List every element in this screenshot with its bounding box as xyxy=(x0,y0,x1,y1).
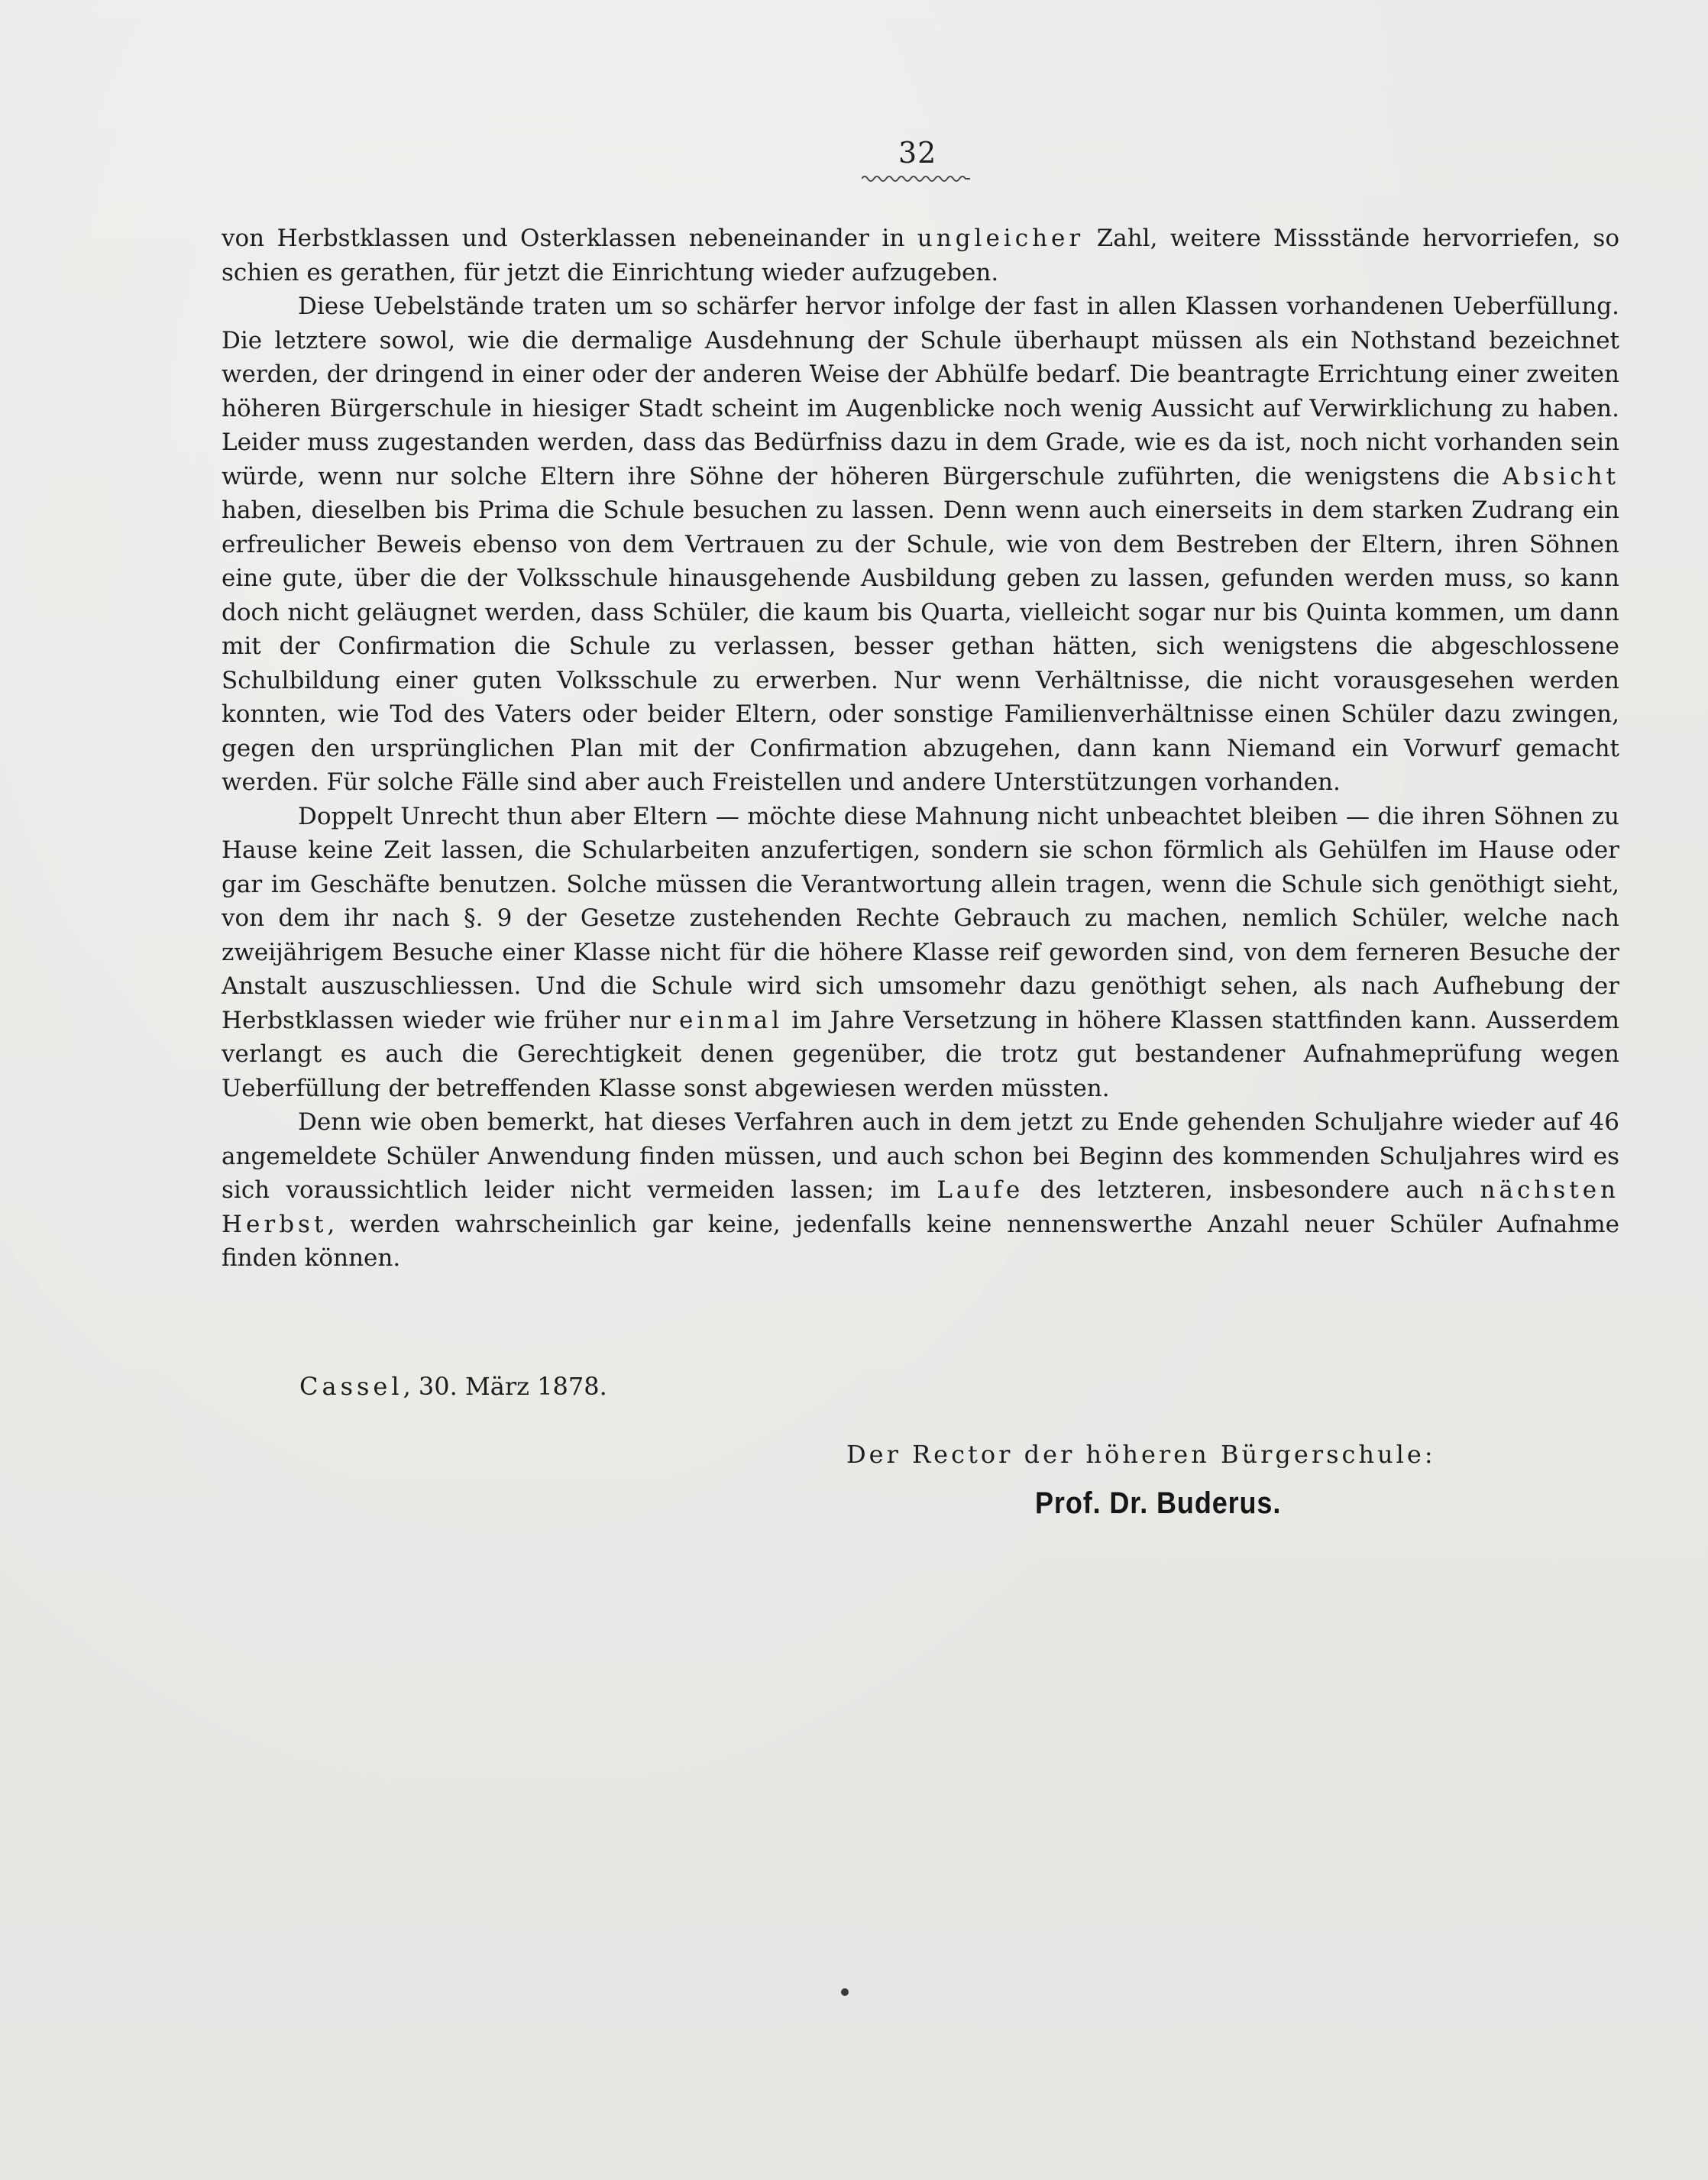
emphasis-text: Laufe xyxy=(936,1176,1024,1204)
signature-title: Der Rector der höheren Bürgerschule: xyxy=(846,1440,1436,1469)
date-text: 30. März 1878. xyxy=(418,1372,607,1401)
paragraph-text: Doppelt Unrecht thun aber Eltern — möchte diese Mahnung nicht unbeachtet bleiben — die ihren Söhnen zu Hause keine Zeit lassen, die Schularbeiten anzufertigen, sondern sie schon förmlich als Gehülfen im Hause oder gar im Geschäfte benutzen. Solche müssen die Verantwortung allein tragen, wenn die Schule sich genöthigt sieht, von dem ihr nach §. 9 der Gesetze zustehenden Rechte Gebrauch zu machen, nemlich Schüler, welche nach zweijährigem Besuche einer Klasse nicht für die höhere Klasse reif geworden sind, von dem ferneren Besuche der Anstalt auszuschliessen. Und die Schule wird sich umsomehr dazu genöthigt sehen, als nach Aufhebung der Herbstklassen wieder wie früher nur xyxy=(222,802,1619,1034)
place-name: Cassel xyxy=(299,1372,403,1401)
paragraph-text: von Herbstklassen und Osterklassen nebeneinander in xyxy=(222,225,917,252)
page-number-ornament xyxy=(862,174,970,183)
paragraph-2 xyxy=(222,289,1619,800)
paragraph-1 xyxy=(222,222,1619,289)
signature-name: Prof. Dr. Buderus. xyxy=(1035,1486,1282,1520)
emphasis-text: ungleicher xyxy=(917,225,1085,252)
paragraph-text: im Jahre Versetzung in höhere Klassen stattfinden kann. Ausserdem verlangt es auch die Gerechtigkeit denen gegenüber, die trotz gut bestandener Aufnahmeprüfung wegen Ueberfüllung der betreffenden Klasse sonst abgewiesen werden müssten. xyxy=(222,1006,1619,1102)
body-text xyxy=(222,222,1619,1276)
page-number: 32 xyxy=(898,136,937,170)
emphasis-text: nächsten Herbst xyxy=(222,1176,1619,1238)
paragraph-text: Denn wie oben bemerkt, hat dieses Verfahren auch in dem jetzt zu Ende gehenden Schuljahre wieder auf 46 angemeldete Schüler Anwendung finden müssen, und auch schon bei Beginn des kommenden Schuljahres wird es sich voraussichtlich leider nicht vermeiden lassen; im xyxy=(222,1108,1619,1204)
ink-dot xyxy=(841,1988,849,1996)
paragraph-text: , werden wahrscheinlich gar keine, jedenfalls keine nennenswerthe Anzahl neuer Schüler Aufnahme finden können. xyxy=(222,1210,1619,1272)
emphasis-text: Absicht xyxy=(1503,462,1619,490)
paragraph-3 xyxy=(222,800,1619,1106)
paragraph-text: Zahl, weitere Missstände hervorriefen, so schien es gerathen, für jetzt die Einrichtung wieder aufzugeben. xyxy=(222,225,1619,286)
comma: , xyxy=(403,1372,419,1401)
date-line xyxy=(299,1372,607,1401)
paragraph-text: Diese Uebelstände traten um so schärfer hervor infolge der fast in allen Klassen vorhandenen Ueberfüllung. Die letztere sowol, wie die dermalige Ausdehnung der Schule überhaupt müssen als ein Nothstand bezeichnet werden, der dringend in einer oder der anderen Weise der Abhülfe bedarf. Die beantragte Errichtung einer zweiten höheren Bürgerschule in hiesiger Stadt scheint im Augenblicke noch wenig Aussicht auf Verwirklichung zu haben. Leider muss zugestanden werden, dass das Bedürfniss dazu in dem Grade, wie es da ist, noch nicht vorhanden sein würde, wenn nur solche Eltern ihre Söhne der höheren Bürgerschule zuführten, die wenigstens die xyxy=(222,293,1619,490)
paragraph-text: des letzteren, insbesondere auch xyxy=(1024,1176,1480,1204)
paragraph-text: haben, dieselben bis Prima die Schule besuchen zu lassen. Denn wenn auch einerseits in dem starken Zudrang ein erfreulicher Beweis ebenso von dem Vertrauen zu der Schule, wie von dem Bestreben der Eltern, ihren Söhnen eine gute, über die der Volksschule hinausgehende Ausbildung geben zu lassen, gefunden werden muss, so kann doch nicht geläugnet werden, dass Schüler, die kaum bis Quarta, vielleicht sogar nur bis Quinta kommen, um dann mit der Confirmation die Schule zu verlassen, besser gethan hätten, sich wenigstens die abgeschlossene Schulbildung einer guten Volksschule zu erwerben. Nur wenn Verhältnisse, die nicht vorausgesehen werden konnten, wie Tod des Vaters oder beider Eltern, oder sonstige Familienverhältnisse einen Schüler dazu zwingen, gegen den ursprünglichen Plan mit der Confirmation abzugehen, dann kann Niemand ein Vorwurf gemacht werden. Für solche Fälle sind aber auch Freistellen und andere Unterstützungen vorhanden. xyxy=(222,496,1619,796)
emphasis-text: einmal xyxy=(679,1006,784,1034)
paragraph-4 xyxy=(222,1105,1619,1276)
